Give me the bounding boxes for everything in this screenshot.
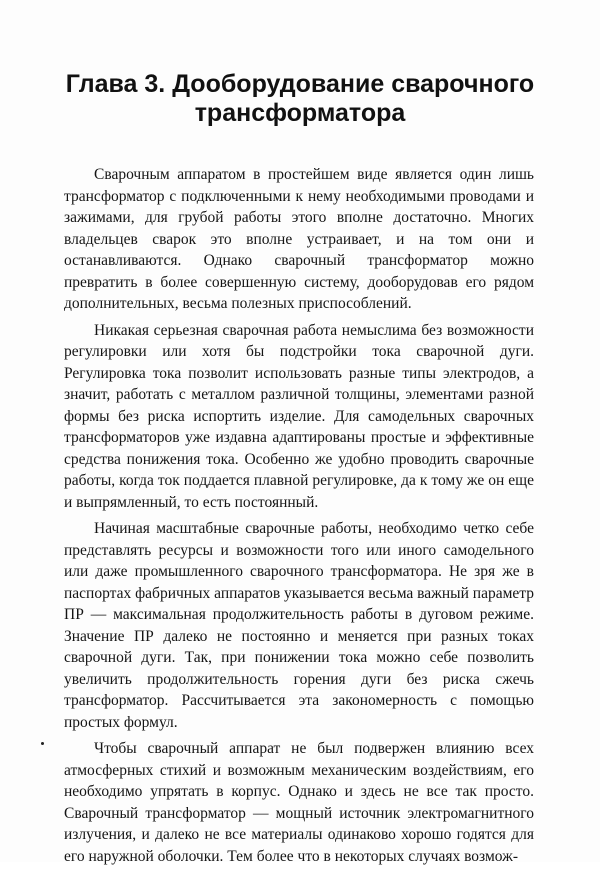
paragraph-1: Сварочным аппаратом в простейшем виде является один лишь трансформатор с подключенными к нему необходимыми проводами и зажимами, для грубой работы этого вполне достаточно. Многих владельцев сварок это вполне устраивает, и на том они и останавливаются. Однако сварочный трансформатор можно превратить в более совершенную систему, дооборудовав его рядом дополнительных, весьма полезных приспособлений. [64, 166, 534, 312]
paragraph-4: Чтобы сварочный аппарат не был подвержен влиянию всех атмосферных стихий и возможным механическим воздействиям, его необходимо упрятать в корпус. Однако и здесь не все так просто. Сварочный трансформатор — мощный источник электромагнитного излучения, и далеко не все материалы одинаково хорошо годятся для его наружной оболочки. Тем более что в некоторых случаях возмож- [64, 740, 534, 865]
body-text [64, 164, 534, 872]
chapter-title [40, 70, 560, 128]
paragraph-3: Начиная масштабные сварочные работы, необходимо четко себе представлять ресурсы и возможности того или иного самодельного или даже промышленного сварочного трансформатора. Не зря же в паспортах фабричных аппаратов указывается весьма важный параметр ПР — максимальная продолжительность работы в дуговом режиме. Значение ПР далеко не постоянно и меняется при разных токах сварочной дуги. Так, при понижении тока можно себе позволить увеличить продолжительность горения дуги без риска сжечь трансформатор. Рассчитывается эта закономерность с помощью простых формул. [64, 520, 534, 731]
stray-ink-mark [41, 742, 44, 745]
chapter-title-line-2: трансформатора [194, 99, 406, 127]
paragraph-2: Никакая серьезная сварочная работа немыслима без возможности регулировки или хотя бы подстройки тока сварочной дуги. Регулировка тока позволит использовать разные типы электродов, а значит, работать с металлом различной толщины, элементами разной формы без риска испортить изделие. Для самодельных сварочных трансформаторов уже издавна адаптированы простые и эффективные средства понижения тока. Особенно же удобно проводить сварочные работы, когда ток поддается плавной регулировке, да к тому же он еще и выпрямленный, то есть постоянный. [64, 321, 534, 511]
chapter-title-line-1: Глава 3. Дооборудование сварочного [65, 70, 535, 98]
